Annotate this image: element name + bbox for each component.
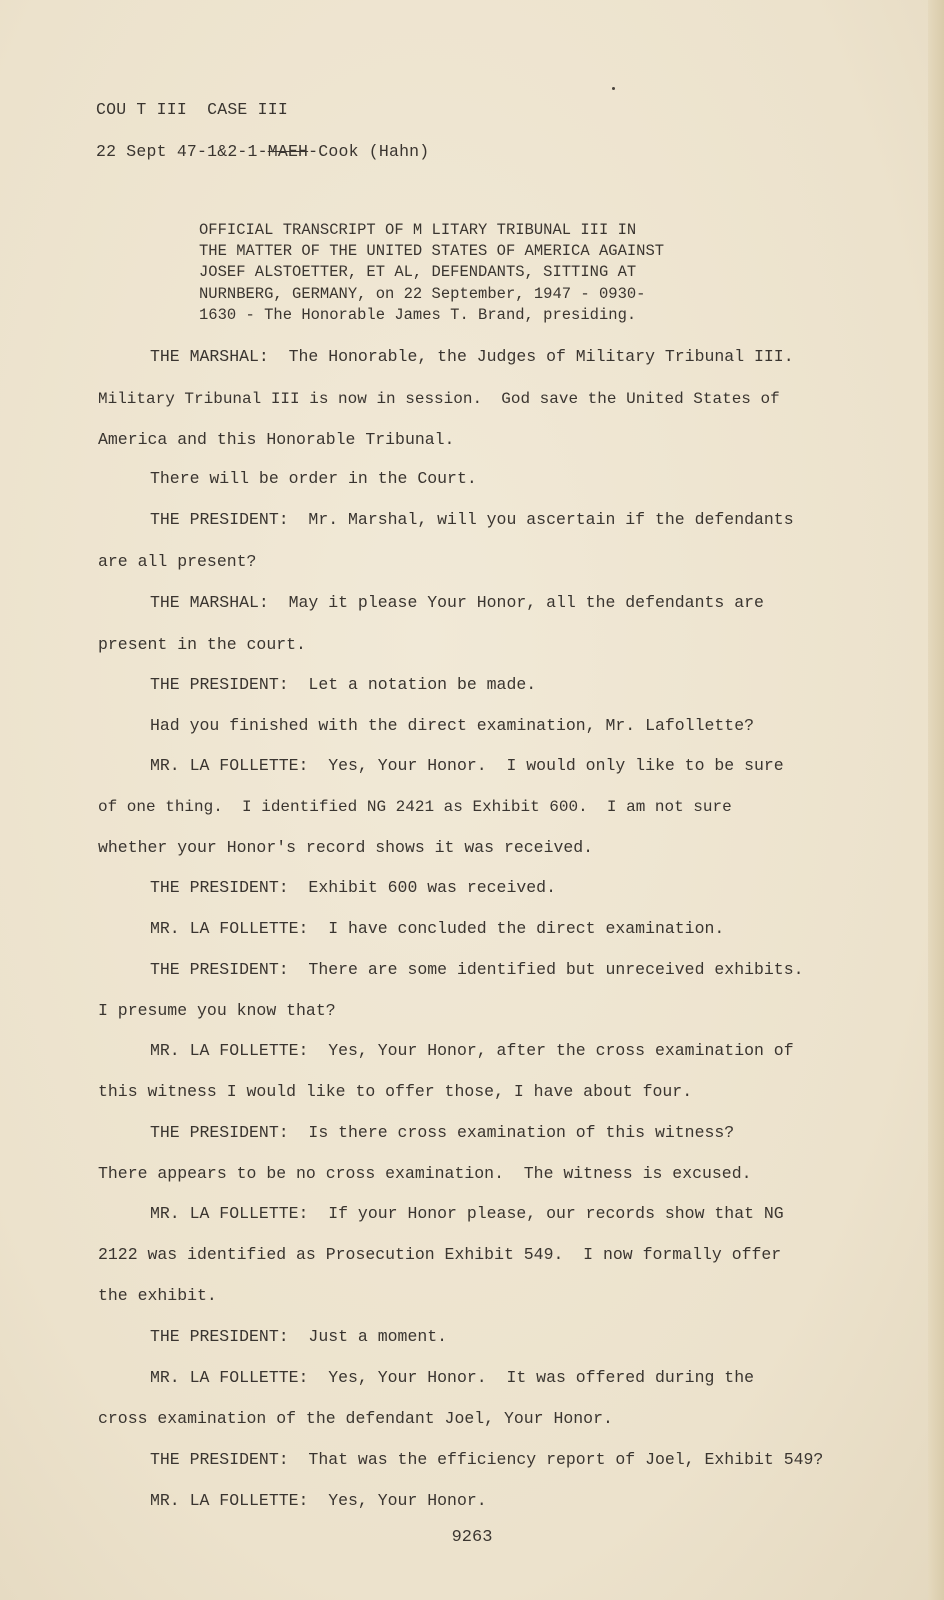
paper-edge [928,0,944,1600]
transcript-line: this witness I would like to offer those, I have about four. [98,1082,693,1101]
transcript-line: MR. LA FOLLETTE: I have concluded the direct examination. [150,919,725,938]
transcript-line: THE PRESIDENT: That was the efficiency report of Joel, Exhibit 549? [150,1450,824,1469]
transcript-line: MR. LA FOLLETTE: Yes, Your Honor, after the cross examination of [150,1041,794,1060]
session-prefix: 22 Sept 47-1&2-1- [96,142,268,161]
caption-line: NURNBERG, GERMANY, on 22 September, 1947 - 0930- [199,285,646,303]
caption-line: OFFICIAL TRANSCRIPT OF M LITARY TRIBUNAL III IN [199,221,637,239]
transcript-line: THE PRESIDENT: Exhibit 600 was received. [150,878,556,897]
transcript-line: are all present? [98,552,257,571]
transcript-line: I presume you know that? [98,1001,336,1020]
court-case-header: COU T III CASE III [96,100,288,119]
transcript-line: 2122 was identified as Prosecution Exhibit 549. I now formally offer [98,1245,782,1264]
ink-speck [612,87,615,90]
transcript-line: whether your Honor's record shows it was received. [98,838,594,857]
transcript-line: There will be order in the Court. [150,469,477,488]
transcript-line: THE PRESIDENT: Just a moment. [150,1327,448,1346]
transcript-line: THE PRESIDENT: There are some identified but unreceived exhibits. [150,960,804,979]
transcript-line: MR. LA FOLLETTE: Yes, Your Honor. [150,1491,487,1510]
transcript-line: the exhibit. [98,1286,217,1305]
transcript-line: THE PRESIDENT: Is there cross examination of this witness? [150,1123,735,1142]
transcript-line: THE PRESIDENT: Mr. Marshal, will you ascertain if the defendants [150,510,794,529]
caption-line: 1630 - The Honorable James T. Brand, presiding. [199,306,637,324]
transcript-line: THE MARSHAL: The Honorable, the Judges of Military Tribunal III. [150,347,794,366]
transcript-line: Military Tribunal III is now in session. God save the United States of [98,390,780,408]
transcript-line: There appears to be no cross examination. The witness is excused. [98,1164,752,1183]
page-number: 9263 [451,1528,493,1547]
caption-line: JOSEF ALSTOETTER, ET AL, DEFENDANTS, SITTING AT [199,263,637,281]
transcript-line: of one thing. I identified NG 2421 as Exhibit 600. I am not sure [98,798,732,816]
session-struck-code: MAEH [267,142,309,161]
transcript-line: America and this Honorable Tribunal. [98,430,455,449]
transcript-line: MR. LA FOLLETTE: Yes, Your Honor. It was offered during the [150,1368,754,1387]
transcript-line: MR. LA FOLLETTE: Yes, Your Honor. I would only like to be sure [150,756,784,775]
transcript-line: THE MARSHAL: May it please Your Honor, all the defendants are [150,593,764,612]
transcript-line: Had you finished with the direct examination, Mr. Lafollette? [150,716,754,735]
transcript-line: THE PRESIDENT: Let a notation be made. [150,675,537,694]
caption-line: THE MATTER OF THE UNITED STATES OF AMERICA AGAINST [199,242,665,260]
transcript-line: cross examination of the defendant Joel, Your Honor. [98,1409,613,1428]
transcript-line: MR. LA FOLLETTE: If your Honor please, our records show that NG [150,1204,784,1223]
session-suffix: -Cook (Hahn) [308,142,430,161]
transcript-line: present in the court. [98,635,306,654]
session-reference [96,142,429,162]
